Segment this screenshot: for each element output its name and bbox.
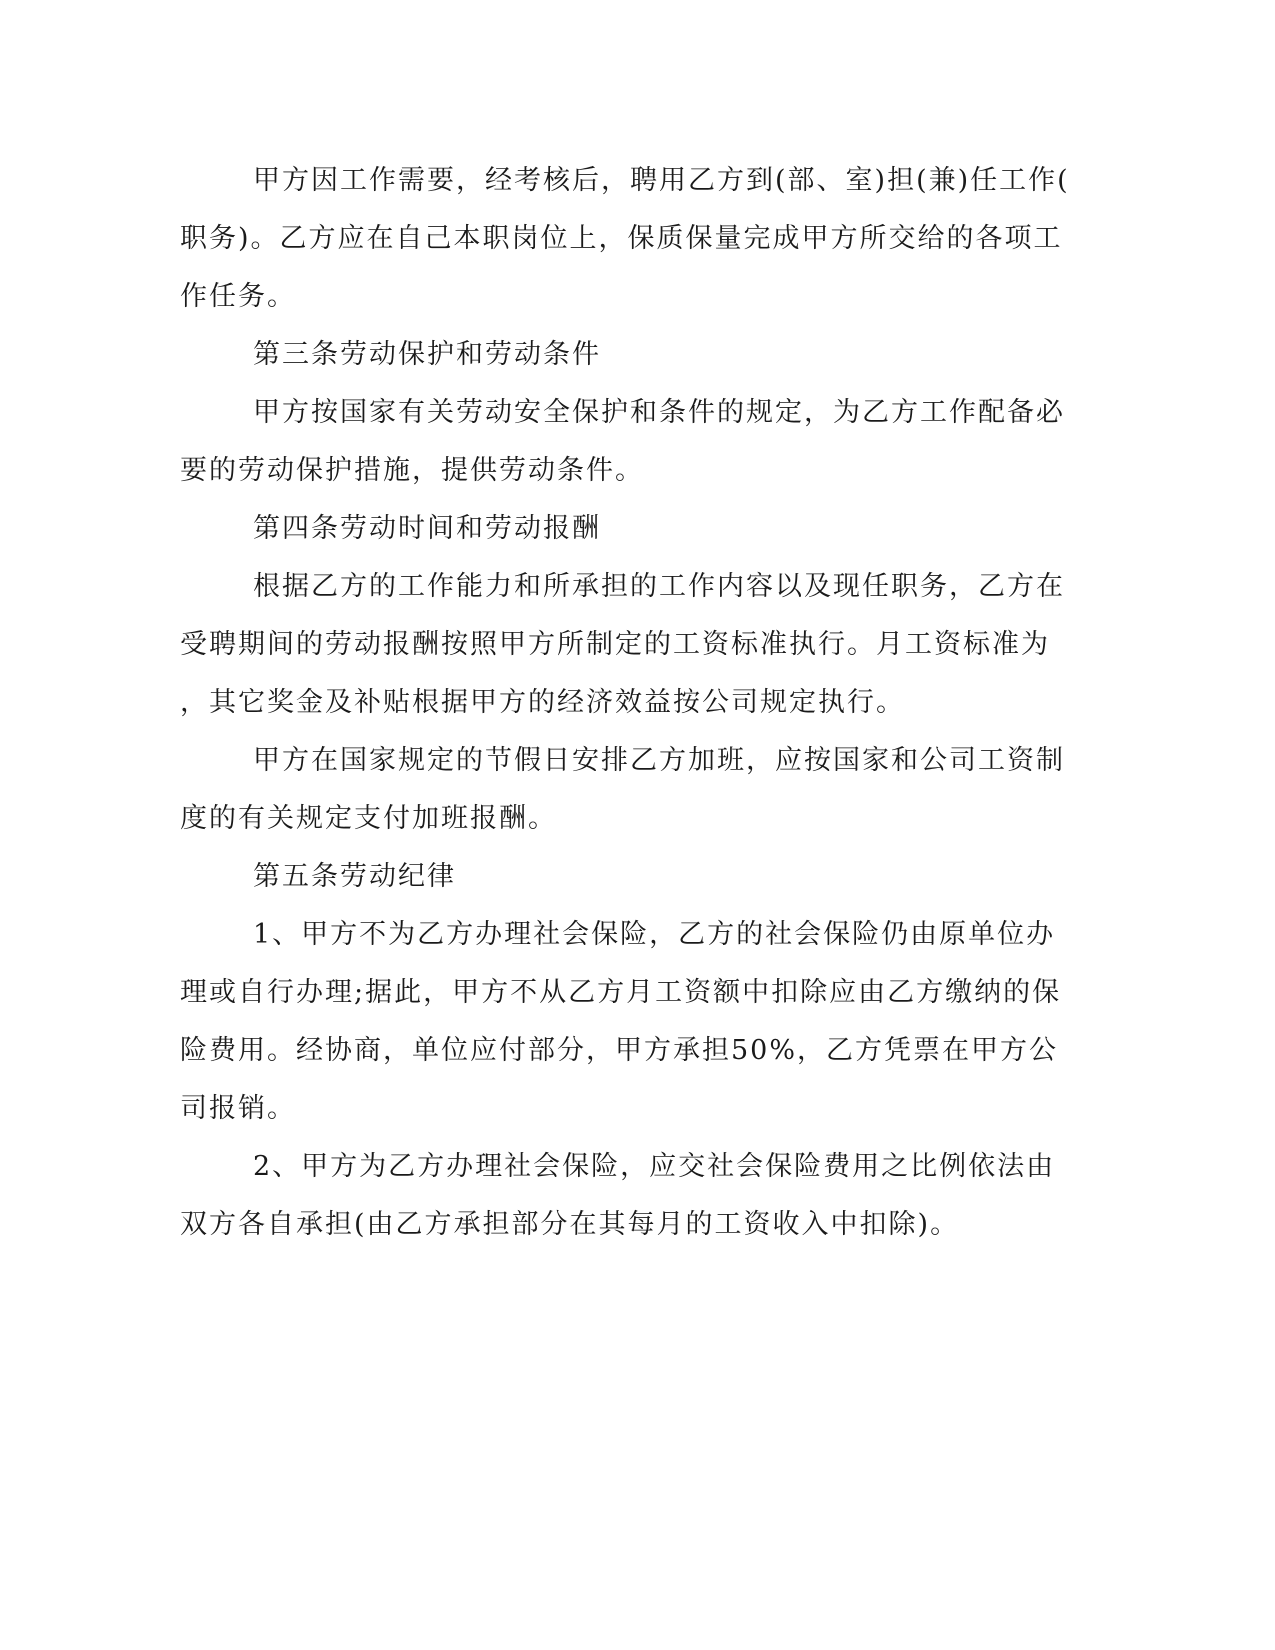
text-line-6: 要的劳动保护措施，提供劳动条件。 — [180, 455, 644, 486]
text-line-9: 受聘期间的劳动报酬按照甲方所制定的工资标准执行。月工资标准为 — [180, 629, 1050, 660]
text-line-2: 职务)。乙方应在自己本职岗位上，保质保量完成甲方所交给的各项工 — [180, 223, 1063, 254]
text-line-1: 甲方因工作需要，经考核后，聘用乙方到(部、室)担(兼)任工作( — [253, 165, 1070, 196]
text-line-19: 双方各自承担(由乙方承担部分在其每月的工资收入中扣除)。 — [180, 1209, 960, 1240]
text-line-5: 甲方按国家有关劳动安全保护和条件的规定，为乙方工作配备必 — [253, 397, 1065, 428]
text-line-10: ，其它奖金及补贴根据甲方的经济效益按公司规定执行。 — [180, 687, 905, 718]
text-line-8: 根据乙方的工作能力和所承担的工作内容以及现任职务，乙方在 — [253, 571, 1065, 602]
text-line-16: 险费用。经协商，单位应付部分，甲方承担50%，乙方凭票在甲方公 — [180, 1035, 1059, 1066]
text-line-18: 2、甲方为乙方办理社会保险，应交社会保险费用之比例依法由 — [253, 1151, 1056, 1182]
text-line-14: 1、甲方不为乙方办理社会保险，乙方的社会保险仍由原单位办 — [253, 919, 1056, 950]
text-line-15: 理或自行办理;据此，甲方不从乙方月工资额中扣除应由乙方缴纳的保 — [180, 977, 1062, 1008]
text-line-12: 度的有关规定支付加班报酬。 — [180, 803, 557, 834]
section-heading-3: 第三条劳动保护和劳动条件 — [253, 339, 601, 370]
section-heading-5: 第五条劳动纪律 — [253, 861, 456, 892]
text-line-3: 作任务。 — [180, 281, 296, 312]
text-line-17: 司报销。 — [180, 1093, 296, 1124]
text-line-11: 甲方在国家规定的节假日安排乙方加班，应按国家和公司工资制 — [253, 745, 1065, 776]
section-heading-4: 第四条劳动时间和劳动报酬 — [253, 513, 601, 544]
